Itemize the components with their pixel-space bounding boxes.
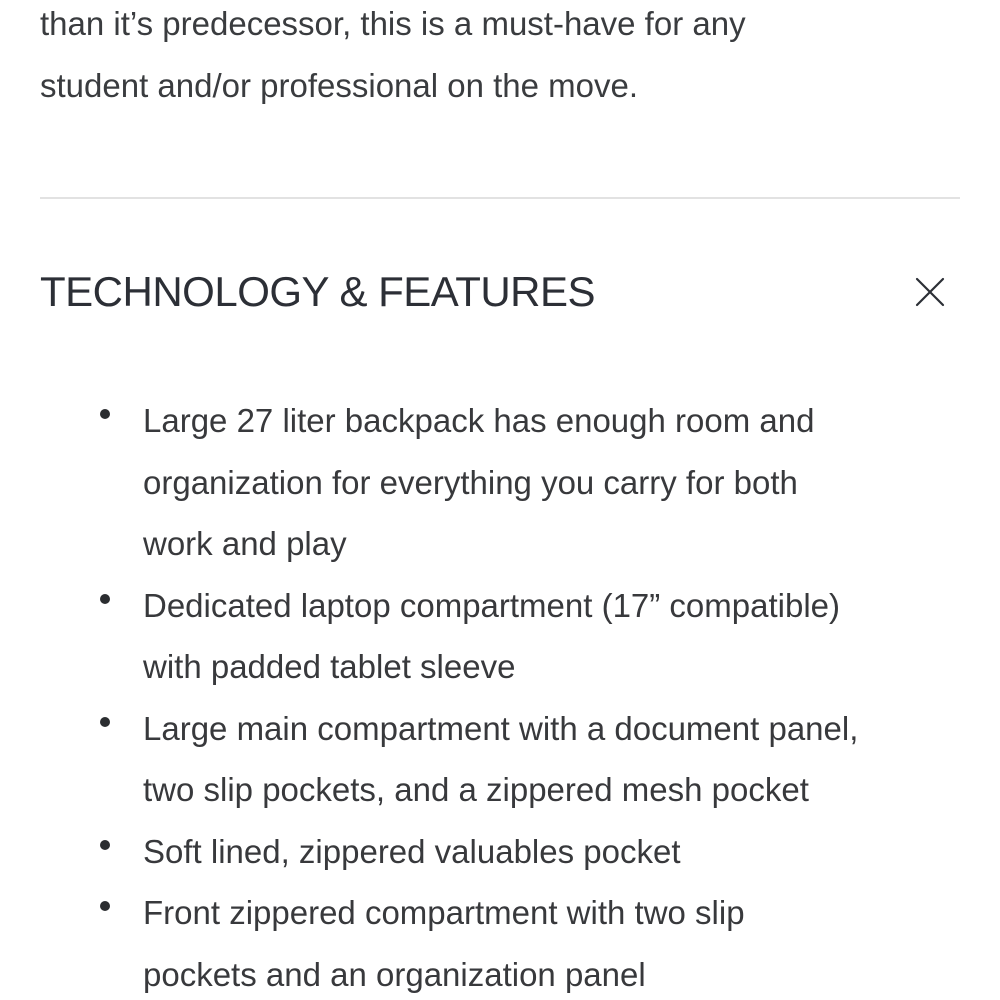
feature-item: Large 27 liter backpack has enough room and organization for everything you carry for both work and play xyxy=(40,390,863,575)
features-panel-header xyxy=(40,267,960,317)
features-panel-title: TECHNOLOGY & FEATURES xyxy=(40,268,596,315)
feature-item: Soft lined, zippered valuables pocket xyxy=(40,821,863,883)
section-divider xyxy=(40,197,960,199)
close-button[interactable] xyxy=(915,277,945,307)
close-icon xyxy=(915,277,945,307)
feature-item: Large main compartment with a document panel, two slip pockets, and a zippered mesh pocket xyxy=(40,698,863,821)
feature-item: Front zippered compartment with two slip pockets and an organization panel xyxy=(40,882,863,1000)
feature-item: Dedicated laptop compartment (17” compatible) with padded tablet sleeve xyxy=(40,575,863,698)
features-list xyxy=(40,390,960,1000)
product-description-text: than it’s predecessor, this is a must-have for any student and/or professional on the move. xyxy=(40,5,746,104)
